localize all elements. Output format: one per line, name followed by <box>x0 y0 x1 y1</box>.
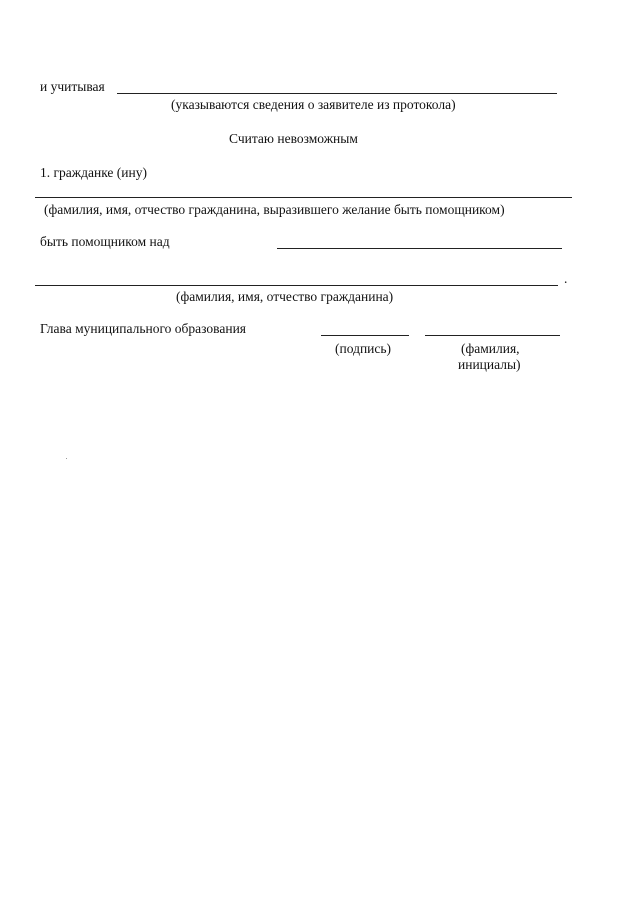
applicant-name-line <box>35 197 572 198</box>
applicant-info-hint: (указываются сведения о заявителе из протокола) <box>171 97 456 112</box>
surname-line <box>425 335 560 336</box>
item1-label: 1. гражданке (ину) <box>40 165 147 180</box>
scan-speck <box>66 458 67 459</box>
signature-line <box>321 335 409 336</box>
considering-label: и учитывая <box>40 79 105 94</box>
assistant-label: быть помощником над <box>40 234 170 249</box>
ward-line-first <box>277 248 562 249</box>
ward-name-line <box>35 285 558 286</box>
ward-name-hint: (фамилия, имя, отчество гражданина) <box>176 289 394 304</box>
trailing-period: . <box>564 271 568 286</box>
signature-hint: (подпись) <box>335 341 392 356</box>
applicant-info-line <box>117 93 557 94</box>
surname-hint-line2: инициалы) <box>458 357 521 372</box>
head-title: Глава муниципального образования <box>40 321 247 336</box>
decision-heading: Считаю невозможным <box>229 131 358 146</box>
applicant-name-hint: (фамилия, имя, отчество гражданина, выразившего желание быть помощником) <box>44 202 505 217</box>
surname-hint-line1: (фамилия, <box>461 341 520 356</box>
